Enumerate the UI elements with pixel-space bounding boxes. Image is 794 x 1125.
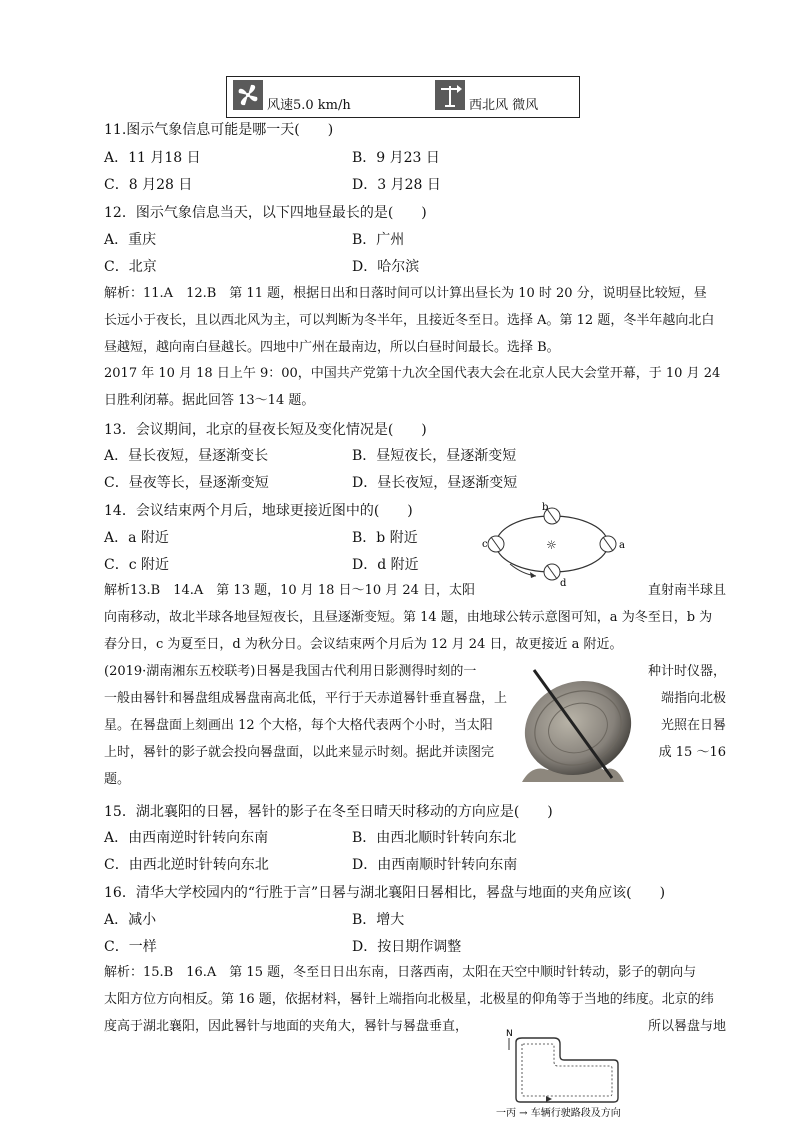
intro-13-14 [104,360,726,414]
orbit-label-c: c [482,539,488,550]
q14-stem: 14．会议结束两个月后，地球更接近图中的( ) [104,503,413,519]
q16-stem: 16．清华大学校园内的“行胜于言”日晷与湖北襄阳日晷相比，晷盘与地面的夹角应该( ) [104,885,666,901]
wind-direction-label: 西北风 微风 [469,98,539,113]
analysis-text: 所以晷盘与地 [647,1019,726,1034]
q16-option-c: C．一样 [104,939,157,955]
weather-info-box [226,76,580,118]
analysis-line: 长远小于夜长，且以西北风为主，可以判断为冬半年，且接近冬至日。选择 A。第 12 题，冬半年越向北白 [104,313,715,328]
analysis-line: 向南移动，故北半球各地昼短夜长，且昼逐渐变短。第 14 题，由地球公转示意图可知，a 为冬至日，b 为 [104,610,713,625]
q12-stem: 12．图示气象信息当天，以下四地昼最长的是( ) [104,205,427,221]
q11-option-a: A．11 月18 日 [104,150,201,166]
analysis-text: 度高于湖北襄阳，因此晷针与地面的夹角大，晷针与晷盘垂直， [104,1019,469,1034]
q16-option-d: D．按日期作调整 [352,939,462,955]
analysis-13-14 [104,577,726,658]
q13-option-a: A．昼长夜短，昼逐渐变长 [104,448,269,464]
analysis-line: 太阳方位方向相反。第 16 题，依据材料，晷针上端指向北极星，北极星的仰角等于当地的纬度。北京的纬 [104,992,714,1007]
q11-option-b: B．9 月23 日 [352,150,440,166]
analysis-text: 解析13.B 14.A 第 13 题，10 月 18 日～10 月 24 日，太阳 [104,583,476,598]
analysis-line [104,577,726,604]
q15-option-b: B．由西北顺时针转向东北 [352,830,517,846]
intro-text: (2019·湖南湘东五校联考)日晷是我国古代利用日影测得时刻的一 [104,664,477,679]
analysis-line: 昼越短，越向南白昼越长。四地中广州在最南边，所以白昼时间最长。选择 B。 [104,340,560,355]
q12-option-b: B．广州 [352,232,405,248]
q11-stem: 11.图示气象信息可能是哪一天( ) [104,122,334,138]
intro-text: 光照在日晷 [660,718,726,733]
analysis-11-12 [104,280,726,361]
earth-a [600,536,616,552]
q13-option-b: B．昼短夜长，昼逐渐变短 [352,448,517,464]
q16-option-a: A．减小 [104,912,157,928]
q13-option-c: C．昼夜等长，昼逐渐变短 [104,475,269,491]
orbit-label-a: a [619,540,625,551]
analysis-line: 解析：15.B 16.A 第 15 题，冬至日日出东南，日落西南，太阳在天空中顺时针转动，影子的朝向与 [104,965,697,980]
route-legend: 一丙 → 车辆行驶路段及方向 [496,1108,621,1119]
q15-stem: 15．湖北襄阳的日晷，晷针的影子在冬至日晴天时移动的方向应是( ) [104,804,553,820]
intro-line: 2017 年 10 月 18 日上午 9：00，中国共产党第十九次全国代表大会在北京人民大会堂开幕，于 10 月 24 [104,366,721,381]
q11-option-d: D．3 月28 日 [352,177,441,193]
sundial-image [512,660,642,792]
intro-text: 上时，晷针的影子就会投向晷盘面，以此来显示时刻。据此并读图完 [104,745,495,760]
wind-vane-icon [435,80,465,110]
orbit-label-d: d [560,578,567,589]
intro-text: 一般由晷针和晷盘组成晷盘南高北低，平行于天赤道晷针垂直晷盘，上 [104,691,508,706]
intro-text: 星。在晷盘面上刻画出 12 个大格，每个大格代表两个小时，当太阳 [104,718,493,733]
q15-option-d: D．由西南顺时针转向东南 [352,857,518,873]
q14-option-c: C．c 附近 [104,557,170,573]
intro-text: 成 15 ～16 [658,745,726,760]
vehicle-route-diagram [492,1024,642,1125]
q12-option-c: C．北京 [104,259,157,275]
intro-text: 种计时仪器， [647,664,726,679]
q13-option-d: D．昼长夜短，昼逐渐变短 [352,475,518,491]
q12-option-a: A．重庆 [104,232,157,248]
sun-symbol: ☼ [546,538,557,552]
intro-text: 端指向北极 [660,691,726,706]
north-label: N [506,1029,513,1039]
q15-option-a: A．由西南逆时针转向东南 [104,830,269,846]
q14-option-d: D．d 附近 [352,557,419,573]
intro-line: 日胜利闭幕。据此回答 13～14 题。 [104,393,315,408]
wind-speed-label: 风速5.0 km/h [267,98,351,113]
q13-stem: 13．会议期间，北京的昼夜长短及变化情况是( ) [104,422,427,438]
analysis-line: 解析：11.A 12.B 第 11 题，根据日出和日落时间可以计算出昼长为 10 时 20 分，说明昼比较短，昼 [104,286,707,301]
analysis-line: 春分日，c 为夏至日，d 为秋分日。会议结束两个月后为 12 月 24 日，故更接近 a 附近。 [104,637,623,652]
fan-icon [233,80,263,110]
orbit-label-b: b [542,502,549,513]
analysis-text: 直射南半球且 [647,583,726,598]
q11-option-c: C．8 月28 日 [104,177,193,193]
q12-option-d: D．哈尔滨 [352,259,420,275]
q15-option-c: C．由西北逆时针转向东北 [104,857,269,873]
q14-option-a: A．a 附近 [104,530,169,546]
q16-option-b: B．增大 [352,912,405,928]
earth-c [488,536,504,552]
q14-option-b: B．b 附近 [352,530,418,546]
intro-line: 题。 [104,772,131,787]
